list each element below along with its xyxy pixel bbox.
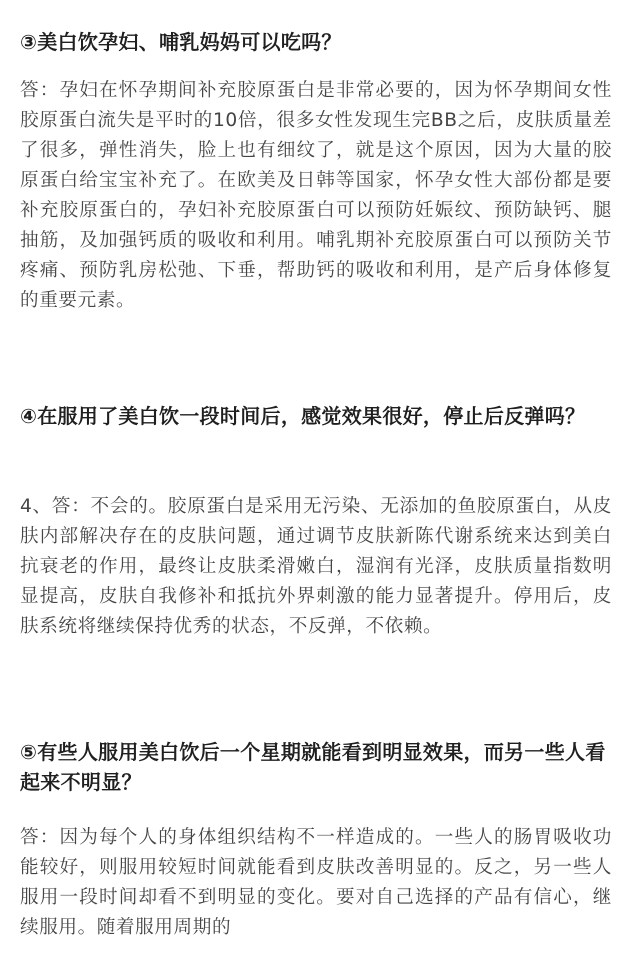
question-5-heading: ⑤有些人服用美白饮后一个星期就能看到明显效果，而另一些人看起来不明显？ xyxy=(20,740,606,794)
question-3-heading: ③美白饮孕妇、哺乳妈妈可以吃吗？ xyxy=(20,30,342,54)
answer-5-paragraph: 答：因为每个人的身体组织结构不一样造成的。一些人的肠胃吸收功能较好，则服用较短时间就能看到皮肤改善明显的。反之，另一些人服用一段时间却看不到明显的变化。要对自己选择的产品有信心，继续服用。随着服用周期的 xyxy=(20,827,612,938)
question-4-heading: ④在服用了美白饮一段时间后，感觉效果很好，停止后反弹吗？ xyxy=(20,404,586,428)
answer-3-paragraph: 答：孕妇在怀孕期间补充胶原蛋白是非常必要的，因为怀孕期间女性胶原蛋白流失是平时的10倍，很多女性发现生完BB之后，皮肤质量差了很多，弹性消失，脸上也有细纹了，就是这个原因，因为大量的胶原蛋白给宝宝补充了。在欧美及日韩等国家，怀孕女性大部份都是要补充胶原蛋白的，孕妇补充胶原蛋白可以预防妊娠纹、预防缺钙、腿抽筋，及加强钙质的吸收和利用。哺乳期补充胶原蛋白可以预防关节疼痛、预防乳房松弛、下垂，帮助钙的吸收和利用，是产后身体修复的重要元素。 xyxy=(20,80,612,311)
answer-4-paragraph: 4、答：不会的。胶原蛋白是采用无污染、无添加的鱼胶原蛋白，从皮肤内部解决存在的皮肤问题，通过调节皮肤新陈代谢系统来达到美白抗衰老的作用，最终让皮肤柔滑嫩白，湿润有光泽，皮肤质量指数明显提高，皮肤自我修补和抵抗外界刺激的能力显著提升。停用后，皮肤系统将继续保持优秀的状态，不反弹，不依赖。 xyxy=(20,496,612,637)
